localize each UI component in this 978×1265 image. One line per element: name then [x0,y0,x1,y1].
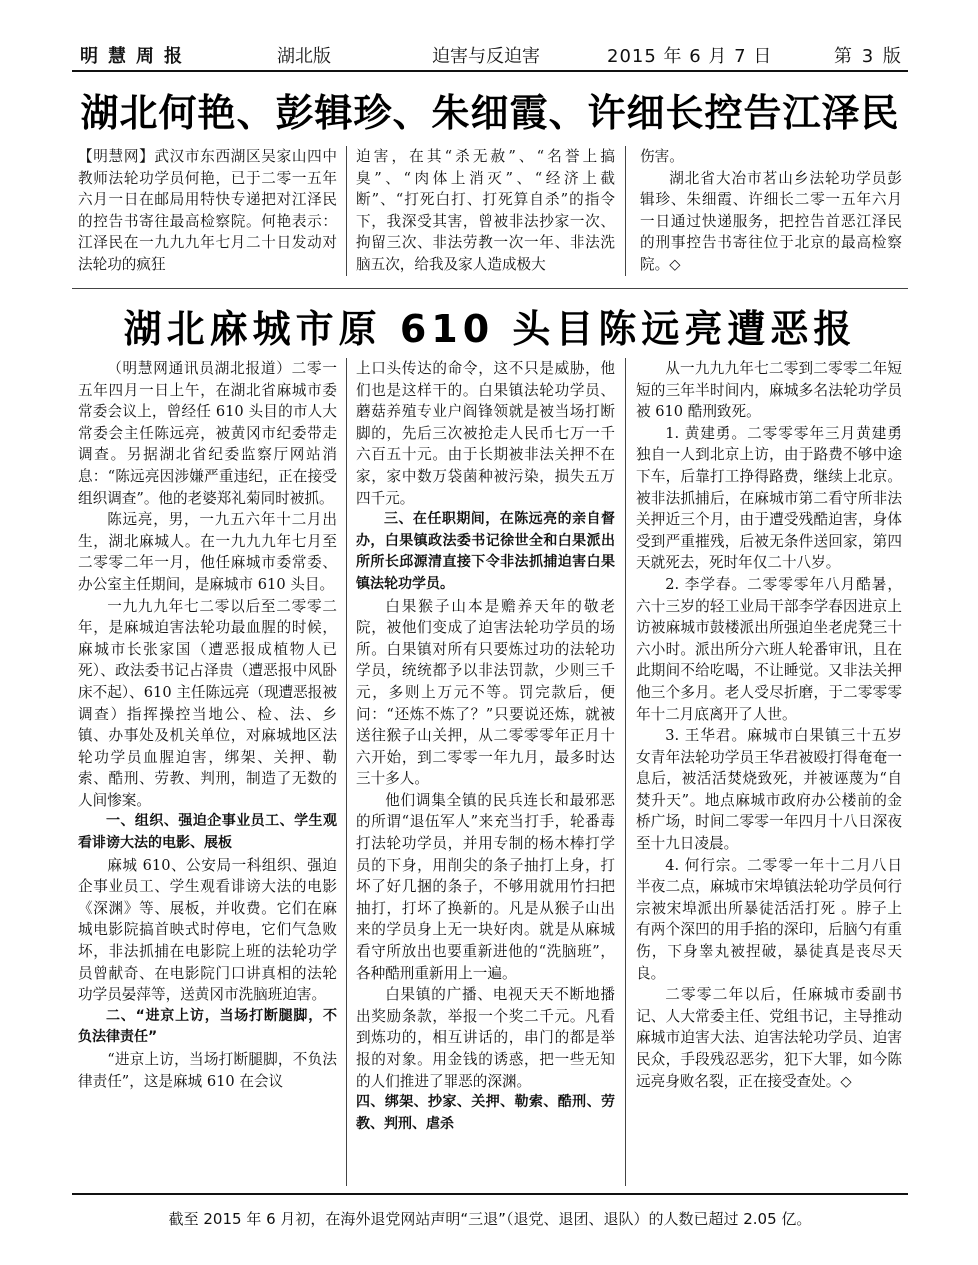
article1-column-2 [356,146,615,276]
article2-column-2 [356,358,615,1135]
article2-column-1 [78,358,337,1092]
article2-title: 湖北麻城市原 610 头目陈远亮遭恶报 [123,307,857,351]
article1-column-1 [78,146,337,276]
footer-rule [72,1193,908,1195]
article2-paragraph: 陈远亮，男，一九五六年十二月出生，湖北麻城人。在一九九九年七月至二零零二年一月，他任麻城市委常委、办公室主任期间，是麻城市 610 头目。 [78,511,337,593]
article2-paragraph: “进京上访，当场打断腿脚，不负法律责任”，这是麻城 610 在会议 [78,1051,337,1090]
article2-paragraph: 一九九九年七二零以后至二零零二年，是麻城迫害法轮功最血腥的时候，麻城市长张家国（遭恶报成植物人已死）、政法委书记占泽贵（遭恶报中风卧床不起）、610 主任陈远亮（现遭恶报被调查）指挥操控当地公、检、法、乡镇、办事处及机关单位，对麻城地区法轮功学员血腥迫害，绑架、关押、勒索、酷刑、劳教、判刑，制造了无数的人间惨案。 [78,597,337,809]
article2-paragraph: 他们调集全镇的民兵连长和最邪恶的所谓“退伍军人”来充当打手，轮番毒打法轮功学员，并用专制的杨木棒打学员的下身，用削尖的条子抽打上身，打坏了好几捆的条子，不够用就用竹扫把抽打，打坏了换新的。凡是从猴子山出来的学员身上无一块好肉。就是从麻城看守所放出也要重新进他的“洗脑班”，各种酷刑重新用上一遍。 [356,791,615,982]
masthead [72,42,908,70]
article1-paragraph: 湖北省大冶市茗山乡法轮功学员彭辑珍、朱细霞、许细长二零一五年六月一日通过快递服务，把控告首恶江泽民的刑事控告书寄往位于北京的最高检察院。◇ [640,169,902,273]
article2-subheading: 四、绑架、抄家、关押、勒索、酷刑、劳教、判刑、虐杀 [356,1094,615,1132]
article1-paragraph: 迫害，在其“杀无赦”、“名誉上搞臭”、“肉体上消灭”、“经济上截断”、“打死白打、打死算自杀”的指令下，我深受其害，曾被非法抄家一次、拘留三次、非法劳教一次一年、非法洗脑五次，给我及家人造成极大 [356,148,615,273]
column-divider [625,358,626,1186]
article1-paragraph: 伤害。 [640,148,684,165]
article2-paragraph: 麻城 610、公安局一科组织、强迫企事业员工、学生观看诽谤大法的电影《深渊》等、展板，并收费。它们在麻城电影院搞首映式时停电，它们气急败坏，非法抓捕在电影院上班的法轮功学员曾献奇、在电影院门口讲真相的法轮功学员晏萍等，送黄冈市洗脑班迫害。 [78,856,337,1004]
issue-date: 2015 年 6 月 7 日 [607,46,773,67]
article2-paragraph: 白果镇的广播、电视天天不断地播出奖励条款，举报一个奖二千元。凡看到炼功的，相互讲话的，串门的都是举报的对象。用金钱的诱惑，把一些无知的人们推进了罪恶的深渊。 [356,986,615,1090]
article1-title: 湖北何艳、彭辑珍、朱细霞、许细长控告江泽民 [80,91,900,135]
article2-paragraph: 白果猴子山本是赡养天年的敬老院，被他们变成了迫害法轮功学员的场所。白果镇对所有只要炼过功的法轮功学员，统统都予以非法罚款，少则三千元，多则上万元不等。罚完款后，便问：“还炼不炼了？”只要说还炼，就被送往猴子山关押，从二零零零年正月十六开始，到二零零一年九月，最多时达三十多人。 [356,597,615,788]
article2-subheading: 三、在任职期间，在陈远亮的亲自督办，白果镇政法委书记徐世全和白果派出所所长邱源清直接下令非法抓捕迫害白果镇法轮功学员。 [356,511,615,592]
masthead-rule [72,70,908,72]
article2-paragraph: 2. 李学春。二零零零年八月酷暑，六十三岁的轻工业局干部李学春因进京上访被麻城市鼓楼派出所强迫坐老虎凳三十六小时。派出所分六班人轮番审讯，且在此期间不给吃喝，不让睡觉。又非法关押他三个多月。老人受尽折磨，于二零零零年十二月底离开了人世。 [636,575,902,723]
article2-paragraph: 3. 王华君。麻城市白果镇三十五岁女青年法轮功学员王华君被殴打得奄奄一息后，被活活焚烧致死，并被诬蔑为“自焚升天”。地点麻城市政府办公楼前的金桥广场，时间二零零一年四月十八日深夜至十九日凌晨。 [636,727,902,853]
article2-paragraph: 上口头传达的命令，这不只是威胁，他们也是这样干的。白果镇法轮功学员、蘑菇养殖专业户阎锋领就是被当场打断脚的，先后三次被抢走人民币七万一千六百五十元。由于长期被非法关押不在家，家中数万袋菌种被污染，损失五万四千元。 [356,360,615,507]
publication-name: 明慧周报 [80,46,192,67]
page-number: 第 3 版 [834,46,903,67]
column-divider [346,146,347,276]
footer-notice: 截至 2015 年 6 月初，在海外退党网站声明“三退”（退党、退团、退队）的人数已超过 2.05 亿。 [168,1210,812,1228]
column-divider [346,358,347,1186]
column-divider [625,146,626,276]
edition-label: 湖北版 [277,46,331,67]
article2-subheading: 一、组织、强迫企事业员工、学生观看诽谤大法的电影、展板 [78,813,337,852]
article-divider [72,288,908,289]
article1-paragraph: 【明慧网】武汉市东西湖区吴家山四中教师法轮功学员何艳，已于二零一五年六月一日在邮局用特快专递把对江泽民的控告书寄往最高检察院。何艳表示：江泽民在一九九九年七月二十日发动对法轮功的疯狂 [78,148,337,273]
section-label: 迫害与反迫害 [432,46,540,67]
article2-paragraph: （明慧网通讯员湖北报道）二零一五年四月一日上午，在湖北省麻城市委常委会议上，曾经任 610 头目的市人大常委会主任陈远亮，被黄冈市纪委带走调查。另据湖北省纪委监察厅网站消息：“陈远亮因涉嫌严重违纪，正在接受组织调查”。他的老婆郑礼菊同时被抓。 [78,360,337,507]
article2-paragraph: 从一九九九年七二零到二零零二年短短的三年半时间内，麻城多名法轮功学员被 610 酷刑致死。 [636,360,902,421]
article2-paragraph: 1. 黄建勇。二零零零年三月黄建勇独自一人到北京上访，由于路费不够中途下车，后靠打工挣得路费，继续上北京。被非法抓捕后，在麻城市第二看守所非法关押近三个月，由于遭受残酷迫害，身体受到严重摧残，后被无条件送回家，第四天就死去，死时年仅二十八岁。 [636,424,902,572]
article1-column-3 [640,146,902,276]
article2-subheading: 二、“进京上访，当场打断腿脚，不负法律责任” [78,1007,337,1046]
article2-paragraph: 二零零二年以后，任麻城市委副书记、人大常委主任、党组书记，主导推动麻城市迫害大法、迫害法轮功学员、迫害民众，手段残忍恶劣，犯下大罪，如今陈远亮身败名裂，正在接受查处。◇ [636,986,902,1090]
article2-column-3 [636,358,902,1092]
article2-paragraph: 4. 何行宗。二零零一年十二月八日半夜二点，麻城市宋埠镇法轮功学员何行宗被宋埠派出所暴徒活活打死 。脖子上有两个深凹的用手掐的深印，后脑勺有重伤，下身睾丸被捏破，暴徒真是丧尽天良。 [636,856,902,982]
